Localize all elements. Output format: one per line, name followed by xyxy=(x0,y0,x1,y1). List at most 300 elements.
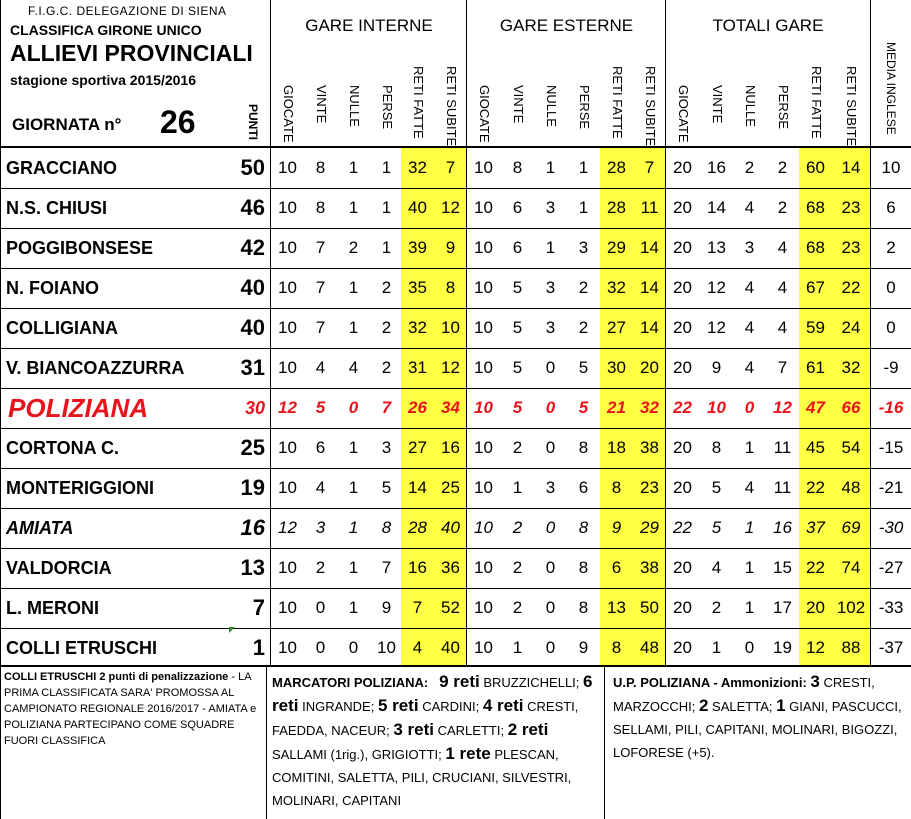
stat-cell: 9 xyxy=(381,598,392,617)
stat-cell: 23 xyxy=(841,198,861,217)
stat-cell: 0 xyxy=(744,638,755,657)
ammonizioni-names: CRESTI, MARZOCCHI; xyxy=(613,675,875,714)
stat-cell: 0 xyxy=(545,438,556,457)
stat-cell: 4 xyxy=(777,278,788,297)
stat-cell: 8 xyxy=(578,598,589,617)
col-header-t-2: VINTE xyxy=(709,85,725,124)
stat-cell: 5 xyxy=(711,478,722,497)
giornata-label: GIORNATA n° xyxy=(12,115,122,134)
stat-cell: 2 xyxy=(578,278,589,297)
stat-cell: 10 xyxy=(278,638,297,657)
stat-cell: 8 xyxy=(445,278,456,297)
team-points: 16 xyxy=(240,515,265,540)
stat-cell: 20 xyxy=(673,278,692,297)
stat-cell: 1 xyxy=(348,518,359,537)
stat-cell: 36 xyxy=(441,558,460,577)
stat-cell: 2 xyxy=(744,158,755,177)
stat-cell: 22 xyxy=(673,398,692,417)
stat-cell: 6 xyxy=(611,558,622,577)
stat-cell: 10 xyxy=(474,638,493,657)
media-inglese-cell: 0 xyxy=(886,278,896,297)
marcatori-names: SALLAMI (1rig.), GRIGIOTTI; xyxy=(272,747,446,762)
col-header-t-1: GIOCATE xyxy=(675,85,691,143)
stat-cell: 30 xyxy=(607,358,626,377)
stat-cell: 20 xyxy=(673,158,692,177)
team-points: 13 xyxy=(240,555,265,580)
stat-cell: 6 xyxy=(315,438,326,457)
stat-cell: 20 xyxy=(673,598,692,617)
stat-cell: 3 xyxy=(545,478,556,497)
stat-cell: 5 xyxy=(381,478,392,497)
stat-cell: 74 xyxy=(841,558,861,577)
stat-cell: 2 xyxy=(512,518,523,537)
stat-cell: 8 xyxy=(578,518,589,537)
stat-cell: 18 xyxy=(607,438,626,457)
stat-cell: 7 xyxy=(381,558,392,577)
marcatori-names: PLESCAN, COMITINI, SALETTA, PILI, CRUCIANI, SILVESTRI, MOLINARI, CAPITANI xyxy=(272,747,572,808)
stat-cell: 1 xyxy=(348,598,359,617)
stat-cell: 1 xyxy=(348,198,359,217)
stat-cell: 28 xyxy=(408,518,427,537)
stat-cell: 8 xyxy=(611,638,622,657)
stat-cell: 8 xyxy=(512,158,523,177)
stat-cell: 17 xyxy=(773,598,792,617)
stat-cell: 5 xyxy=(315,398,326,417)
stat-cell: 21 xyxy=(607,398,626,417)
stat-cell: 7 xyxy=(412,598,423,617)
stat-cell: 1 xyxy=(512,638,523,657)
punti-label: PUNTI xyxy=(246,104,260,140)
media-inglese-cell: 10 xyxy=(881,158,901,177)
stat-cell: 1 xyxy=(711,638,722,657)
stat-cell: 102 xyxy=(836,598,866,617)
stat-cell: 2 xyxy=(777,158,788,177)
stat-cell: 0 xyxy=(744,398,755,417)
stat-cell: 10 xyxy=(441,318,460,337)
team-name: V. BIANCOAZZURRA xyxy=(6,358,185,378)
col-header-e-2: VINTE xyxy=(510,85,526,124)
stat-cell: 5 xyxy=(512,318,523,337)
stat-cell: 4 xyxy=(744,198,755,217)
stat-cell: 1 xyxy=(578,158,589,177)
stat-cell: 1 xyxy=(381,158,392,177)
stat-cell: 35 xyxy=(408,278,427,297)
team-points: 7 xyxy=(252,595,265,620)
stat-cell: 2 xyxy=(348,238,359,257)
stat-cell: 13 xyxy=(707,238,726,257)
stat-cell: 1 xyxy=(348,558,359,577)
team-points: 31 xyxy=(240,355,265,380)
ammonizioni-count: 3 xyxy=(810,672,820,691)
team-points: 1 xyxy=(252,635,265,660)
stat-cell: 14 xyxy=(640,278,659,297)
stat-cell: 1 xyxy=(348,158,359,177)
col-header-i-2: VINTE xyxy=(313,85,329,124)
marcatori-count: 5 reti xyxy=(377,696,419,715)
team-points: 42 xyxy=(240,235,265,260)
media-inglese-cell: -16 xyxy=(878,398,904,417)
stat-cell: 20 xyxy=(673,318,692,337)
stat-cell: 3 xyxy=(545,318,556,337)
stat-cell: 10 xyxy=(474,278,493,297)
team-points: 40 xyxy=(240,275,265,300)
media-inglese-cell: -33 xyxy=(878,598,904,617)
marcatori-block xyxy=(272,670,602,812)
stat-cell: 10 xyxy=(474,478,493,497)
col-header-e-4: PERSE xyxy=(576,85,592,130)
classifica-line: CLASSIFICA GIRONE UNICO xyxy=(10,22,202,38)
giornata-value: 26 xyxy=(160,104,196,140)
stat-cell: 20 xyxy=(673,478,692,497)
stat-cell: 1 xyxy=(348,318,359,337)
stat-cell: 48 xyxy=(640,638,659,657)
stat-cell: 5 xyxy=(711,518,722,537)
stat-cell: 29 xyxy=(607,238,626,257)
stat-cell: 60 xyxy=(806,158,825,177)
stat-cell: 4 xyxy=(348,358,359,377)
stat-cell: 10 xyxy=(474,358,493,377)
stat-cell: 20 xyxy=(673,638,692,657)
stat-cell: 8 xyxy=(611,478,622,497)
team-points: 40 xyxy=(240,315,265,340)
stat-cell: 14 xyxy=(841,158,861,177)
stat-cell: 4 xyxy=(744,358,755,377)
penalty-note xyxy=(4,669,262,749)
stat-cell: 22 xyxy=(806,478,825,497)
stat-cell: 68 xyxy=(806,198,825,217)
stat-cell: 50 xyxy=(640,598,659,617)
stat-cell: 3 xyxy=(744,238,755,257)
team-name: GRACCIANO xyxy=(6,158,117,178)
stat-cell: 12 xyxy=(441,358,460,377)
ammonizioni-block xyxy=(613,670,908,764)
team-points: 30 xyxy=(244,398,265,418)
stat-cell: 27 xyxy=(607,318,626,337)
media-inglese-cell: -37 xyxy=(878,638,904,657)
stat-cell: 0 xyxy=(545,518,556,537)
stat-cell: 14 xyxy=(408,478,427,497)
col-header-e-3: NULLE xyxy=(543,85,559,127)
stat-cell: 5 xyxy=(512,358,523,377)
marcatori-names: BRUZZICHELLI; xyxy=(479,675,584,690)
stat-cell: 0 xyxy=(545,558,556,577)
marcatori-names: CRESTI, FAEDDA, NACEUR; xyxy=(272,699,579,738)
stat-cell: 3 xyxy=(545,278,556,297)
stat-cell: 9 xyxy=(445,238,456,257)
stat-cell: 67 xyxy=(806,278,825,297)
stat-cell: 4 xyxy=(315,478,326,497)
stat-cell: 4 xyxy=(777,318,788,337)
stat-cell: 8 xyxy=(711,438,722,457)
stat-cell: 40 xyxy=(441,518,460,537)
team-points: 25 xyxy=(240,435,265,460)
media-inglese-cell: -15 xyxy=(878,438,904,457)
group-esterne: GARE ESTERNE xyxy=(499,16,634,35)
stat-cell: 20 xyxy=(673,198,692,217)
stat-cell: 7 xyxy=(315,318,326,337)
marcatori-count: 3 reti xyxy=(393,720,434,739)
stat-cell: 61 xyxy=(806,358,825,377)
stat-cell: 4 xyxy=(711,558,722,577)
marcatori-count: 6 reti xyxy=(272,672,593,715)
stat-cell: 8 xyxy=(578,558,589,577)
media-inglese-cell: 2 xyxy=(886,238,896,257)
col-header-e-5: RETI FATTE xyxy=(609,66,625,139)
team-name: COLLIGIANA xyxy=(6,318,118,338)
media-inglese-cell: -9 xyxy=(883,358,899,377)
stat-cell: 10 xyxy=(278,158,297,177)
marcatori-count: 2 reti xyxy=(507,720,549,739)
stat-cell: 9 xyxy=(578,638,589,657)
stat-cell: 8 xyxy=(578,438,589,457)
stat-cell: 10 xyxy=(278,558,297,577)
col-header-i-6: RETI SUBITE xyxy=(443,66,459,147)
stat-cell: 15 xyxy=(773,558,792,577)
stat-cell: 10 xyxy=(474,558,493,577)
stat-cell: 1 xyxy=(744,518,755,537)
penalty-note-bold: COLLI ETRUSCHI 2 punti di penalizzazione xyxy=(4,671,229,683)
stat-cell: 10 xyxy=(474,318,493,337)
stat-cell: 32 xyxy=(408,158,427,177)
stat-cell: 2 xyxy=(777,198,788,217)
stat-cell: 1 xyxy=(381,238,392,257)
federation-line: F.I.G.C. DELEGAZIONE DI SIENA xyxy=(28,4,227,18)
stat-cell: 19 xyxy=(773,638,792,657)
stat-cell: 1 xyxy=(545,158,556,177)
stat-cell: 4 xyxy=(744,278,755,297)
stat-cell: 10 xyxy=(474,158,493,177)
stat-cell: 8 xyxy=(381,518,392,537)
stat-cell: 69 xyxy=(841,518,861,537)
media-inglese-cell: -27 xyxy=(878,558,904,577)
stat-cell: 7 xyxy=(777,358,788,377)
media-inglese-cell: 6 xyxy=(886,198,896,217)
stat-cell: 2 xyxy=(315,558,326,577)
stat-cell: 66 xyxy=(841,398,861,417)
stat-cell: 12 xyxy=(773,398,792,417)
team-points: 46 xyxy=(240,195,265,220)
stat-cell: 52 xyxy=(441,598,460,617)
stat-cell: 0 xyxy=(348,638,359,657)
stat-cell: 10 xyxy=(278,198,297,217)
marcatori-names: CARLETTI; xyxy=(434,723,508,738)
penalty-note-text: - LA PRIMA CLASSIFICATA SARA' PROMOSSA AL CAMPIONATO REGIONALE 2016/2017 - AMIATA e POLIZIANA PARTECIPANO COME SQUADRE FUORI CLASSIFICA xyxy=(4,671,257,747)
col-header-i-5: RETI FATTE xyxy=(410,66,426,139)
stat-cell: 23 xyxy=(640,478,659,497)
stat-cell: 10 xyxy=(474,438,493,457)
stat-cell: 5 xyxy=(512,398,523,417)
stat-cell: 12 xyxy=(707,318,726,337)
stat-cell: 10 xyxy=(474,238,493,257)
stat-cell: 26 xyxy=(408,398,427,417)
stat-cell: 1 xyxy=(744,558,755,577)
col-header-i-4: PERSE xyxy=(379,85,395,130)
stat-cell: 20 xyxy=(673,558,692,577)
stat-cell: 9 xyxy=(711,358,722,377)
stat-cell: 16 xyxy=(707,158,726,177)
ammonizioni-count: 2 xyxy=(698,696,709,715)
col-header-i-3: NULLE xyxy=(346,85,362,127)
stat-cell: 1 xyxy=(348,278,359,297)
stat-cell: 10 xyxy=(377,638,396,657)
stat-cell: 1 xyxy=(545,238,556,257)
stat-cell: 16 xyxy=(773,518,792,537)
stat-cell: 4 xyxy=(744,318,755,337)
stat-cell: 48 xyxy=(841,478,861,497)
marcatori-count: 1 rete xyxy=(445,744,491,763)
stat-cell: 28 xyxy=(607,198,626,217)
stat-cell: 7 xyxy=(315,238,326,257)
stat-cell: 10 xyxy=(707,398,726,417)
stat-cell: 24 xyxy=(841,318,861,337)
stat-cell: 10 xyxy=(278,358,297,377)
stat-cell: 11 xyxy=(773,478,792,497)
stat-cell: 10 xyxy=(474,598,493,617)
page-title: ALLIEVI PROVINCIALI xyxy=(10,40,253,66)
stat-cell: 0 xyxy=(545,398,556,417)
col-header-t-3: NULLE xyxy=(742,85,758,127)
comment-marker xyxy=(229,627,235,633)
marcatori-count: 4 reti xyxy=(482,696,524,715)
stat-cell: 3 xyxy=(545,198,556,217)
ammonizioni-title: U.P. POLIZIANA - Ammonizioni: xyxy=(613,675,807,690)
stat-cell: 4 xyxy=(412,638,423,657)
stat-cell: 16 xyxy=(408,558,427,577)
stat-cell: 3 xyxy=(381,438,392,457)
stat-cell: 22 xyxy=(806,558,825,577)
stat-cell: 11 xyxy=(773,438,792,457)
stat-cell: 20 xyxy=(673,358,692,377)
stat-cell: 20 xyxy=(673,438,692,457)
stat-cell: 20 xyxy=(806,598,825,617)
stat-cell: 12 xyxy=(707,278,726,297)
media-inglese-cell: -21 xyxy=(878,478,904,497)
stat-cell: 1 xyxy=(744,438,755,457)
col-header-e-6: RETI SUBITE xyxy=(642,66,658,147)
team-name: AMIATA xyxy=(6,518,74,538)
stat-cell: 1 xyxy=(512,478,523,497)
stat-cell: 38 xyxy=(640,558,659,577)
stat-cell: 25 xyxy=(441,478,460,497)
stat-cell: 13 xyxy=(607,598,626,617)
group-totali: TOTALI GARE xyxy=(712,16,824,35)
stat-cell: 10 xyxy=(278,598,297,617)
stat-cell: 2 xyxy=(512,598,523,617)
stat-cell: 7 xyxy=(644,158,655,177)
team-name: CORTONA C. xyxy=(6,438,120,458)
stat-cell: 47 xyxy=(806,398,825,417)
stat-cell: 6 xyxy=(512,198,523,217)
stat-cell: 0 xyxy=(348,398,359,417)
stat-cell: 12 xyxy=(278,518,297,537)
stat-cell: 88 xyxy=(841,638,861,657)
stat-cell: 37 xyxy=(806,518,825,537)
stat-cell: 0 xyxy=(315,638,326,657)
stat-cell: 8 xyxy=(315,158,326,177)
team-name: N. FOIANO xyxy=(6,278,99,298)
marcatori-title: MARCATORI POLIZIANA: xyxy=(272,675,429,690)
stat-cell: 2 xyxy=(711,598,722,617)
stat-cell: 1 xyxy=(578,198,589,217)
stat-cell: 2 xyxy=(512,558,523,577)
stat-cell: 32 xyxy=(640,398,659,417)
marcatori-names: CARDINI; xyxy=(418,699,483,714)
stat-cell: 22 xyxy=(673,518,692,537)
team-name: COLLI ETRUSCHI xyxy=(6,638,157,658)
col-header-t-6: RETI SUBITE xyxy=(844,66,859,147)
stat-cell: 28 xyxy=(607,158,626,177)
stat-cell: 54 xyxy=(841,438,861,457)
marcatori-count: 9 reti xyxy=(439,672,480,691)
stat-cell: 4 xyxy=(777,238,788,257)
stat-cell: 10 xyxy=(278,438,297,457)
stat-cell: 2 xyxy=(381,358,392,377)
stat-cell: 12 xyxy=(806,638,825,657)
stat-cell: 0 xyxy=(315,598,326,617)
stat-cell: 2 xyxy=(512,438,523,457)
stat-cell: 4 xyxy=(315,358,326,377)
stat-cell: 6 xyxy=(578,478,589,497)
stat-cell: 2 xyxy=(381,278,392,297)
stat-cell: 1 xyxy=(744,598,755,617)
stat-cell: 40 xyxy=(441,638,460,657)
marcatori-names: INGRANDE; xyxy=(298,699,378,714)
media-inglese-cell: -30 xyxy=(878,518,904,537)
stat-cell: 2 xyxy=(578,318,589,337)
media-inglese-label: MEDIA INGLESE xyxy=(884,42,898,135)
stat-cell: 0 xyxy=(545,638,556,657)
stat-cell: 12 xyxy=(278,398,297,417)
stat-cell: 10 xyxy=(474,198,493,217)
stat-cell: 34 xyxy=(441,398,460,417)
stat-cell: 5 xyxy=(578,398,589,417)
stat-cell: 1 xyxy=(348,438,359,457)
team-name: N.S. CHIUSI xyxy=(6,198,108,218)
stat-cell: 23 xyxy=(841,238,861,257)
col-header-t-4: PERSE xyxy=(775,85,791,130)
stat-cell: 0 xyxy=(545,598,556,617)
stat-cell: 10 xyxy=(278,238,297,257)
stat-cell: 31 xyxy=(408,358,427,377)
group-interne: GARE INTERNE xyxy=(305,16,433,35)
stat-cell: 14 xyxy=(640,318,659,337)
team-points: 50 xyxy=(240,155,265,180)
team-name: POLIZIANA xyxy=(8,393,149,423)
stat-cell: 5 xyxy=(512,278,523,297)
col-header-t-5: RETI FATTE xyxy=(808,66,824,139)
team-name: VALDORCIA xyxy=(6,558,112,578)
stat-cell: 10 xyxy=(278,278,297,297)
stat-cell: 10 xyxy=(278,318,297,337)
stat-cell: 22 xyxy=(841,278,861,297)
col-header-i-1: GIOCATE xyxy=(280,85,296,143)
stat-cell: 7 xyxy=(315,278,326,297)
stat-cell: 12 xyxy=(441,198,460,217)
ammonizioni-count: 1 xyxy=(776,696,786,715)
stat-cell: 32 xyxy=(408,318,427,337)
team-name: L. MERONI xyxy=(6,598,99,618)
stat-cell: 5 xyxy=(578,358,589,377)
stat-cell: 32 xyxy=(841,358,861,377)
stat-cell: 3 xyxy=(578,238,589,257)
season-line: stagione sportiva 2015/2016 xyxy=(10,72,196,88)
stat-cell: 7 xyxy=(445,158,456,177)
stat-cell: 14 xyxy=(707,198,726,217)
stat-cell: 11 xyxy=(640,198,659,217)
stat-cell: 16 xyxy=(441,438,460,457)
stat-cell: 1 xyxy=(381,198,392,217)
team-points: 19 xyxy=(240,475,265,500)
